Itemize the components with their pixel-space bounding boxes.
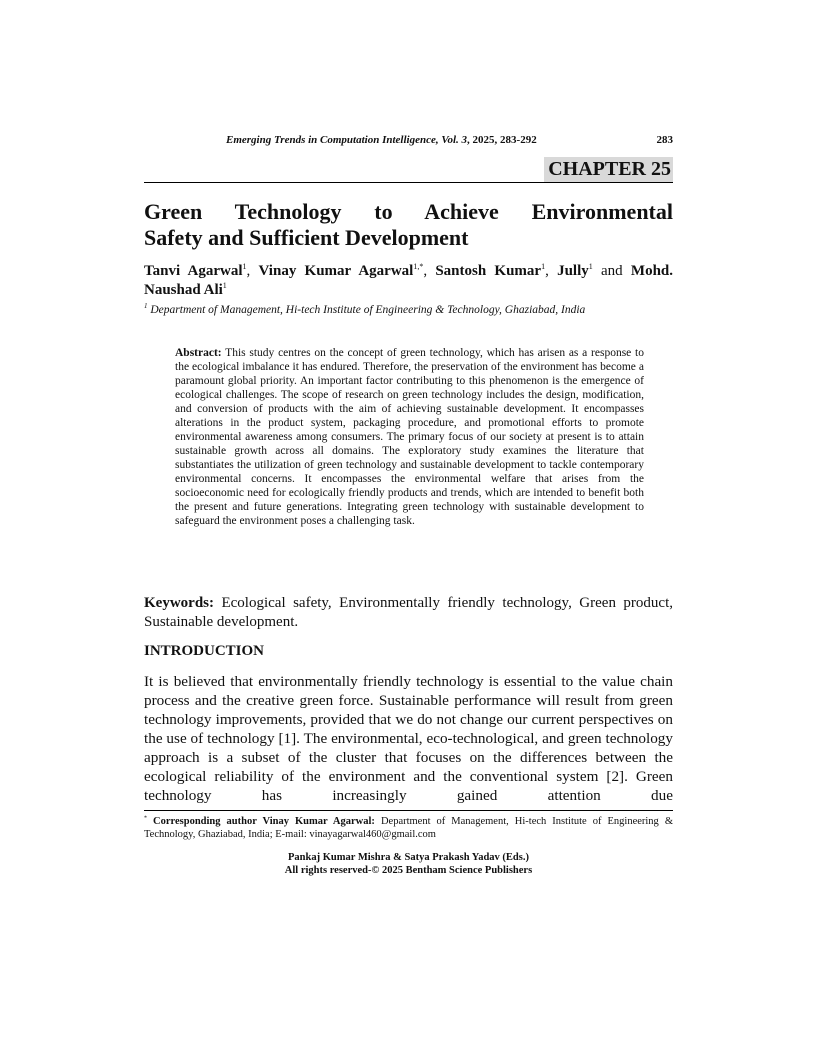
title-line-2: Safety and Sufficient Development [144, 225, 469, 250]
chapter-divider [144, 182, 673, 183]
section-heading-introduction: INTRODUCTION [144, 643, 265, 659]
author-name: Vinay Kumar Agarwal [258, 263, 414, 279]
affiliation-mark: 1 [144, 302, 148, 311]
page-number: 283 [656, 134, 673, 146]
affiliation-text: Department of Management, Hi-tech Institute of Engineering & Technology, Ghaziabad, India [147, 304, 586, 316]
author-separator: , [246, 263, 259, 279]
author-separator: , [545, 263, 558, 279]
journal-details: , 2025, 283-292 [467, 134, 537, 146]
abstract [175, 346, 644, 528]
author-affiliation-mark: 1 [588, 262, 593, 271]
keywords-label: Keywords: [144, 595, 214, 611]
journal-title: Emerging Trends in Computation Intelligence, Vol. 3 [226, 134, 468, 146]
keywords [144, 594, 673, 632]
introduction-paragraph: It is believed that environmentally friendly technology is essential to the value chain process and the creative green force. Sustainable performance will result from green technology improvements, provided that we do not change our current perspectives on the use of technology [1]. The environmental, eco-technological, and green technology approach is a subset of the cluster that focuses on the differences between the ecological reliability of the environment and the conventional system [2]. Green technology has increasingly gained attention due [144, 673, 673, 804]
publisher-info [144, 851, 673, 877]
keywords-text: Ecological safety, Environmentally friendly technology, Green product, Sustainable development. [144, 595, 673, 630]
author-affiliation-mark: 1 [242, 262, 247, 271]
author-list [144, 262, 673, 300]
author-affiliation-mark: 1,* [413, 262, 424, 271]
abstract-text: This study centres on the concept of green technology, which has arisen as a response to the ecological imbalance it has endured. Therefore, the preservation of the environment has become a paramount global priority. An important factor contributing to this phenomenon is the emergence of ecological challenges. The scope of research on green technology includes the design, modification, and conversion of products with the aim of achieving sustainable development. It encompasses alterations in the product system, packaging procedure, and promotional efforts to promote environmental awareness among consumers. The primary focus of our society at present is to attain sustainable growth across all domains. The exploratory study examines the literature that substantiates the utilization of green technology and sustainable development to tackle contemporary environmental concerns. It encompasses the environmental welfare that arises from the socioeconomic need for ecologically friendly products and trends, which are intended to benefit both the present and future generations. Integrating green technology with sustainable development to safeguard the environment poses a challenging task. [175, 347, 644, 527]
author-name: Jully [557, 263, 589, 279]
author-affiliation-mark: 1 [222, 281, 227, 290]
author-separator: , [423, 263, 436, 279]
author-name: Tanvi Agarwal [144, 263, 243, 279]
author-conjunction: and [592, 263, 631, 279]
footnote-text: Department of Management, Hi-tech Institute of Engineering & Technology, Ghaziabad, India; E-mail: vinayagarwal460@gmail.com [144, 816, 674, 840]
footnote-divider [144, 810, 673, 811]
author-name: Santosh Kumar [435, 263, 542, 279]
journal-citation [226, 133, 537, 147]
footnote-mark: * [144, 815, 147, 822]
affiliation [144, 303, 673, 317]
abstract-label: Abstract: [175, 347, 222, 359]
editors-line: Pankaj Kumar Mishra & Satya Prakash Yadav (Eds.) [288, 852, 529, 863]
corresponding-author-footnote [144, 815, 673, 841]
paper-title [144, 199, 673, 251]
author-name: Mohd. Naushad Ali [144, 263, 673, 298]
author-affiliation-mark: 1 [541, 262, 546, 271]
footnote-label: Corresponding author Vinay Kumar Agarwal: [147, 816, 375, 827]
chapter-label: CHAPTER 25 [544, 157, 673, 182]
title-line-1: Green Technology to Achieve Environmental [144, 199, 673, 224]
copyright-line: All rights reserved-© 2025 Bentham Science Publishers [284, 865, 533, 876]
